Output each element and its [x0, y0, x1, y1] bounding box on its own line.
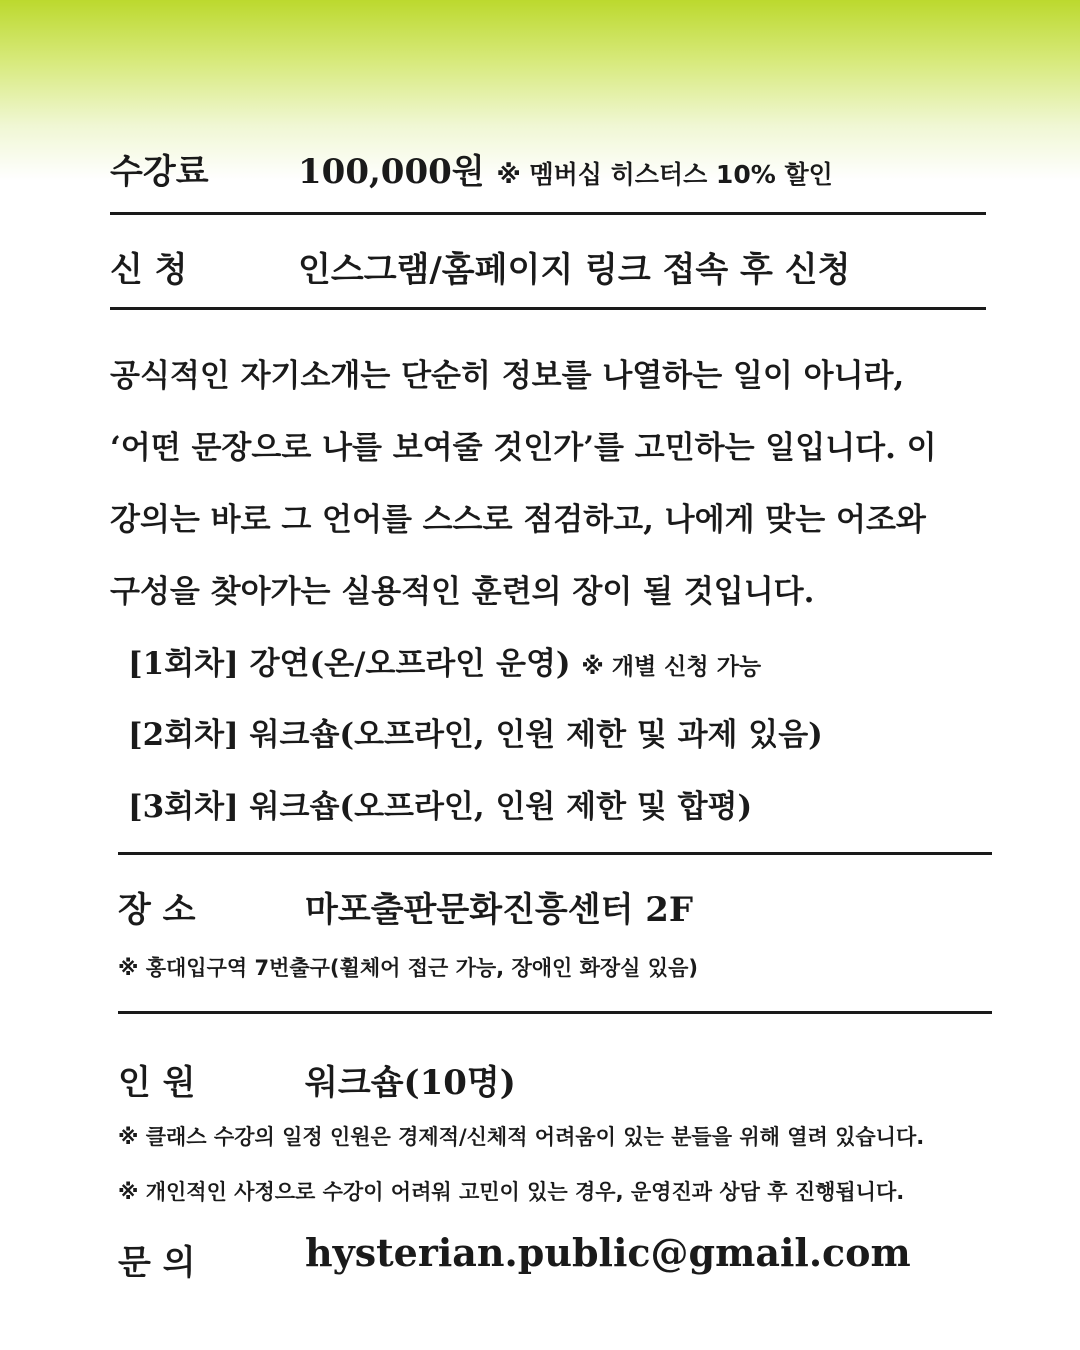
description-line: 구성을 찾아가는 실용적인 훈련의 장이 될 것입니다.: [110, 574, 815, 610]
venue-value: 마포출판문화진흥센터 2F: [305, 890, 694, 930]
description-line: ‘어떤 문장으로 나를 보여줄 것인가’를 고민하는 일입니다. 이: [110, 430, 937, 466]
capacity-note: ※ 개인적인 사정으로 수강이 어려워 고민이 있는 경우, 운영진과 상담 후 진행됩니다.: [118, 1180, 905, 1204]
session-text: [1회차] 강연(온/오프라인 운영): [128, 646, 571, 682]
contact-label: 문 의: [118, 1243, 196, 1283]
session-item: [3회차] 워크숍(오프라인, 인원 제한 및 합평): [128, 789, 753, 825]
capacity-note: ※ 클래스 수강의 일정 인원은 경제적/신체적 어려움이 있는 분들을 위해 열려 있습니다.: [118, 1125, 925, 1149]
fee-amount: [298, 144, 833, 193]
divider: [118, 852, 992, 855]
divider: [118, 1011, 992, 1014]
venue-note: ※ 홍대입구역 7번출구(휠체어 접근 가능, 장애인 화장실 있음): [118, 956, 698, 980]
fee-discount-note: ※ 멤버십 히스터스 10% 할인: [496, 160, 833, 189]
capacity-label: 인 원: [118, 1063, 196, 1103]
apply-label: 신 청: [110, 250, 188, 290]
venue-label: 장 소: [118, 890, 196, 930]
divider: [110, 307, 986, 310]
description-line: 강의는 바로 그 언어를 스스로 점검하고, 나에게 맞는 어조와: [110, 502, 926, 538]
apply-value: 인스그램/홈페이지 링크 접속 후 신청: [298, 250, 851, 290]
contact-email[interactable]: hysterian.public@gmail.com: [305, 1230, 911, 1275]
session-item: [2회차] 워크숍(오프라인, 인원 제한 및 과제 있음): [128, 717, 823, 753]
session-item: [128, 638, 761, 683]
divider: [110, 212, 986, 215]
fee-amount-text: 100,000원: [298, 152, 485, 192]
fee-label: 수강료: [110, 152, 209, 192]
capacity-value: 워크숍(10명): [305, 1063, 516, 1103]
description-line: 공식적인 자기소개는 단순히 정보를 나열하는 일이 아니라,: [110, 358, 905, 394]
session-note: ※ 개별 신청 가능: [581, 654, 762, 680]
